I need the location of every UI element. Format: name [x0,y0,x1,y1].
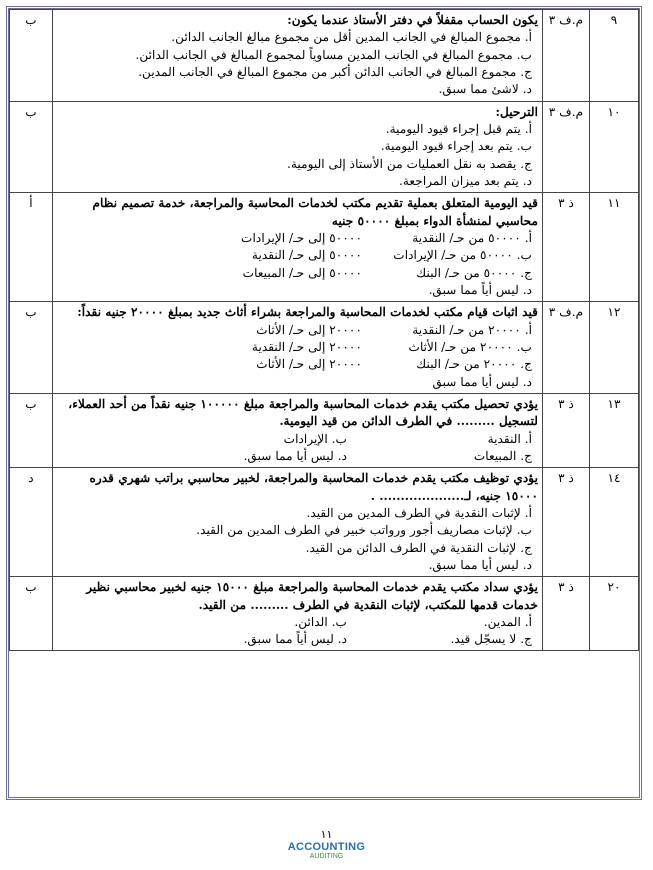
answer-option: ب. لإثبات مصاريف أجور ورواتب خبير في الطرف المدين من القيد. [196,523,532,538]
answer-option: أ. النقدية [487,431,532,446]
answer-option: د. ليس أيا مما سبق. [243,448,347,463]
option-credit: ٢٠٠٠٠ إلى حـ/ الأثاث [256,357,362,372]
correct-answer: ب [10,577,53,651]
correct-answer: ب [10,10,53,102]
answer-option: ج. لإثبات النقدية في الطرف الدائن من القيد. [305,540,532,555]
objective-code: م.ف ٣ [543,302,590,394]
option-debit: ج. ٢٠٠٠٠ من حـ/ البنك [416,357,532,372]
question-number: ١١ [590,193,639,302]
answer-option: أ. يتم قبل إجراء قيود اليومية. [385,121,532,136]
page-number: ١١ [320,828,333,841]
question-stem: الترحيل: [495,104,538,119]
question-body [53,193,543,302]
page-footer [0,828,653,867]
answer-option: ب. يتم بعد إجراء قيود اليومية. [380,139,532,154]
option-credit: ٢٠٠٠٠ إلى حـ/ النقدية [251,339,362,354]
answer-option: ج. يقصد به نقل العمليات من الأستاذ إلى اليومية. [286,156,532,171]
option-credit: ٥٠٠٠٠ إلى حـ/ الإيرادات [241,230,362,245]
question-number: ٢٠ [590,577,639,651]
correct-answer: ب [10,393,53,467]
answer-option [57,356,538,373]
question-number: ٩ [590,10,639,102]
question-row [10,101,639,193]
question-stem: يؤدي توظيف مكتب يقدم خدمات المحاسبة والمراجعة، لخبير محاسبي براتب شهري قدره ١٥٠٠٠ جنيه، لـ.................... . [89,471,538,503]
answer-option: ج. المبيعات [473,448,532,463]
correct-answer: أ [10,193,53,302]
question-stem: يكون الحساب مقفلاً في دفتر الأستاذ عندما يكون: [287,13,538,27]
objective-code: م.ف ٣ [543,101,590,193]
answer-option: ب. الدائن. [294,614,347,629]
answer-option-pair [57,448,538,465]
question-row [10,393,639,467]
correct-answer: ب [10,101,53,193]
objective-code: ذ ٣ [543,577,590,651]
correct-answer: د [10,468,53,577]
question-body [53,101,543,193]
logo-subtext: AUDITING [309,853,344,860]
question-row [10,468,639,577]
question-stem: يؤدي تحصيل مكتب يقدم خدمات المحاسبة والمراجعة مبلغ ١٠٠٠٠٠ جنيه نقداً من أحد العملاء، لتسجيل ......... في الطرف الدائن من قيد اليومية. [68,396,538,429]
question-stem: يؤدي سداد مكتب يقدم خدمات المحاسبة والمراجعة مبلغ ١٥٠٠٠ جنيه لخبير محاسبي نظير خدمات قدمها للمكتب، لإثبات النقدية في الطرف ......... من القيد. [86,580,538,612]
question-body [53,577,543,651]
question-stem: قيد اليومية المتعلق بعملية تقديم مكتب لخدمات المحاسبة والمراجعة، خدمة تصميم نظام محاسبي لمنشأة الدواء بمبلغ ٥٠٠٠٠ جنيه [92,196,538,228]
logo-text: ACCOUNTING [287,841,366,853]
answer-option-pair [57,431,538,448]
option-debit: ب. ٢٠٠٠٠ من حـ/ الأثاث [408,339,532,354]
question-body [53,468,543,577]
answer-option: د. يتم بعد ميزان المراجعة. [399,173,532,188]
answer-option-pair [57,614,538,631]
question-body [53,10,543,102]
question-row [10,193,639,302]
answer-option [57,322,538,339]
objective-code: م.ف ٣ [543,10,590,102]
option-debit: ج. ٥٠٠٠٠ من حـ/ البنك [416,265,532,280]
question-row [10,302,639,394]
objective-code: ذ ٣ [543,193,590,302]
option-debit: أ. ٢٠٠٠٠ من حـ/ النقدية [412,322,532,337]
answer-option [57,339,538,356]
answer-option: أ. لإثبات النقدية في الطرف المدين من القيد. [306,505,532,520]
question-row [10,577,639,651]
answer-option [57,230,538,247]
option-debit: ب. ٥٠٠٠٠ من حـ/ الإيرادات [393,248,532,263]
answer-option: أ. المدين. [483,614,532,629]
question-number: ١٠ [590,101,639,193]
accounting-logo [287,841,367,867]
answer-option: أ. مجموع المبالغ في الجانب المدين أقل من مجموع مبالغ الجانب الدائن. [171,30,532,45]
answer-option: د. لاشئ مما سبق. [438,82,532,97]
option-credit: ٥٠٠٠٠ إلى حـ/ النقدية [251,248,362,263]
correct-answer: ب [10,302,53,394]
question-body [53,393,543,467]
objective-code: ذ ٣ [543,468,590,577]
questions-table [9,9,639,651]
objective-code: ذ ٣ [543,393,590,467]
answer-option: ج. مجموع المبالغ في الجانب الدائن أكبر من مجموع المبالغ في الجانب المدين. [138,64,532,79]
answer-option [57,265,538,282]
answer-option: د. ليس أياً مما سبق. [243,632,347,647]
answer-option [57,247,538,264]
answer-option: ج. لا يسجّل قيد. [450,632,532,647]
question-number: ١٢ [590,302,639,394]
answer-option: ب. مجموع المبالغ في الجانب المدين مساوياً لمجموع المبالغ في الجانب الدائن. [135,47,532,62]
answer-option: ب. الإيرادات [283,431,347,446]
option-credit: ٢٠٠٠٠ إلى حـ/ الأثاث [256,322,362,337]
question-row [10,10,639,102]
answer-option-pair [57,631,538,648]
answer-option: د. ليس أياً مما سبق. [428,282,532,297]
question-number: ١٣ [590,393,639,467]
option-credit: ٥٠٠٠٠ إلى حـ/ المبيعات [242,265,362,280]
question-body [53,302,543,394]
answer-option: د. ليس أيا مما سبق. [428,557,532,572]
answer-option: د. ليس أيا مما سبق [432,374,532,389]
option-debit: أ. ٥٠٠٠٠ من حـ/ النقدية [412,230,532,245]
question-number: ١٤ [590,468,639,577]
question-stem: قيد اثبات قيام مكتب لخدمات المحاسبة والمراجعة بشراء أثاث جديد بمبلغ ٢٠٠٠٠ جنيه نقداً: [77,305,538,320]
